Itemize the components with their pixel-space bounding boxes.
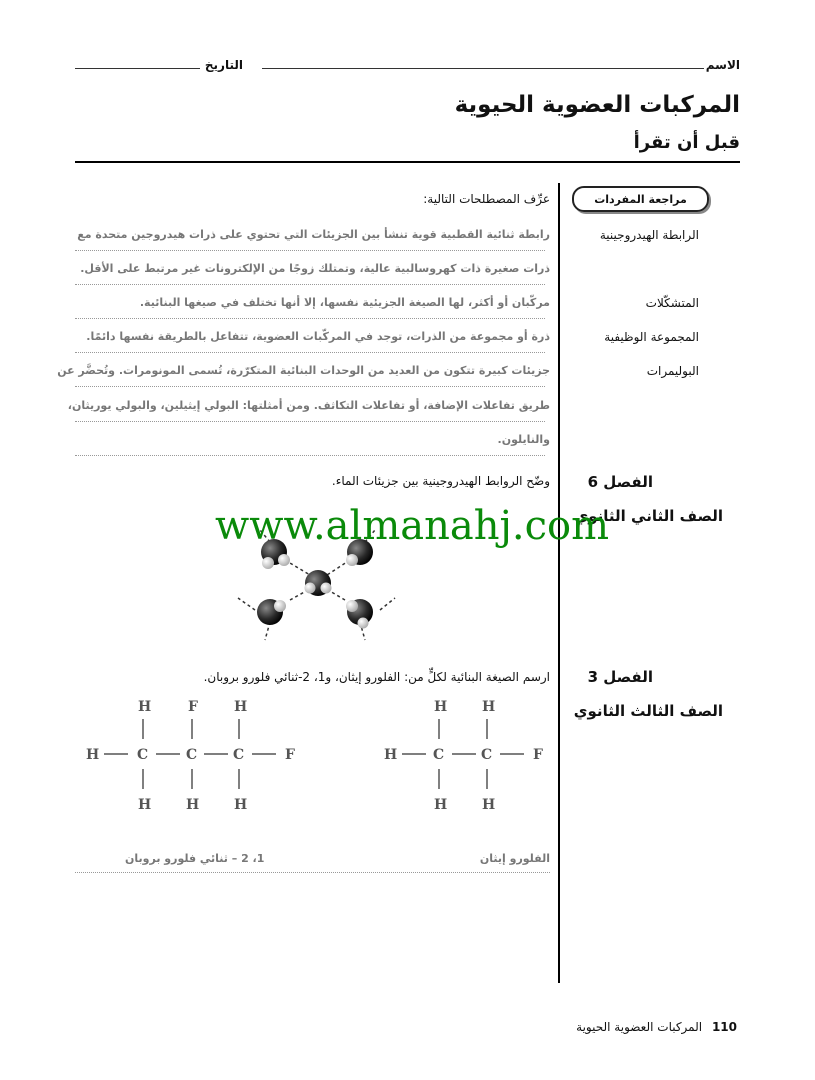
caption-difluoropropane: 1، 2 – ثنائي فلورو بروبان <box>125 852 265 865</box>
answer-line <box>75 318 545 319</box>
definition-line: جزيئات كبيرة تتكون من العديد من الوحدات البنائية المتكرّرة، تُسمى المونومرات. وتُحضَّر عن <box>57 364 550 377</box>
question-hydrogen-bonds: وضّح الروابط الهيدروجينية بين جزيئات الماء. <box>331 474 550 488</box>
vocab-badge-label: مراجعة المفردات <box>594 193 687 206</box>
fluoroethane-structure <box>378 695 553 820</box>
title-rule <box>75 161 740 163</box>
svg-text:H: H <box>482 797 496 813</box>
svg-text:F: F <box>533 747 543 763</box>
svg-text:H: H <box>384 747 398 763</box>
vocab-instruction: عرِّف المصطلحات التالية: <box>423 192 550 206</box>
answer-line <box>75 455 545 456</box>
date-line[interactable] <box>75 68 200 69</box>
svg-text:H: H <box>234 797 248 813</box>
column-divider <box>558 183 560 983</box>
page-subtitle: قبل أن تقرأ <box>633 132 740 153</box>
footer-chapter-title: المركبات العضوية الحيوية <box>576 1020 703 1034</box>
svg-text:H: H <box>234 699 248 715</box>
definition-line: طريق تفاعلات الإضافة، أو تفاعلات التكاثف. ومن أمثلتها: البولي إيثيلين، والبولي يوريثان، <box>67 399 550 412</box>
answer-line <box>75 421 545 422</box>
grade-11-label: الصف الثاني الثانوي <box>574 507 723 525</box>
definition-line: ذرات صغيرة ذات كهروسالبية عالية، وتمتلك زوجًا من الإلكترونات غير مرتبط على الأقل. <box>80 262 550 275</box>
answer-line <box>75 386 545 387</box>
page-number: 110 <box>711 1020 737 1034</box>
answer-line <box>75 250 545 251</box>
name-label: الاسم <box>705 58 740 72</box>
svg-text:H: H <box>434 797 448 813</box>
water-molecule <box>346 599 373 629</box>
chapter-6-label: الفصل 6 <box>587 473 653 491</box>
svg-text:C: C <box>137 747 149 763</box>
svg-text:F: F <box>285 747 295 763</box>
svg-text:H: H <box>434 699 448 715</box>
answer-line <box>75 872 550 873</box>
definition-line: والنايلون. <box>497 433 550 446</box>
definition-line: ذرة أو مجموعة من الذرات، توجد في المركّبات العضوية، تتفاعل بالطريقة نفسها دائمًا. <box>86 330 550 343</box>
svg-text:C: C <box>233 747 245 763</box>
svg-text:H: H <box>86 747 100 763</box>
chapter-3-label: الفصل 3 <box>587 668 653 686</box>
watermark: www.almanahj.com <box>215 503 610 549</box>
svg-text:C: C <box>481 747 493 763</box>
svg-text:H: H <box>186 797 200 813</box>
difluoropropane-structure <box>80 695 310 820</box>
date-label: التاريخ <box>204 58 243 72</box>
svg-text:F: F <box>188 699 198 715</box>
answer-line <box>75 284 545 285</box>
svg-text:H: H <box>138 699 152 715</box>
definition-line: مركّبان أو أكثر، لها الصيغة الجزيئية نفسها، إلا أنها تختلف في صيغها البنائية. <box>139 296 550 309</box>
question-structural-formulas: ارسم الصيغة البنائية لكلٍّ من: الفلورو إيثان، و1، 2-ثنائي فلورو بروبان. <box>203 670 550 684</box>
svg-text:H: H <box>138 797 152 813</box>
svg-text:C: C <box>186 747 198 763</box>
term-hydrogen-bond: الرابطة الهيدروجينية <box>599 228 699 242</box>
answer-line <box>75 352 545 353</box>
term-functional-group: المجموعة الوظيفية <box>604 330 699 344</box>
grade-12-label: الصف الثالث الثانوي <box>573 702 723 720</box>
page-footer <box>576 1020 737 1034</box>
caption-fluoroethane: الفلورو إيثان <box>479 852 550 865</box>
page-title: المركبات العضوية الحيوية <box>454 92 740 118</box>
svg-text:H: H <box>482 699 496 715</box>
definition-line: رابطة ثنائية القطبية قوية تنشأ بين الجزيئات التي تحتوي على ذرات هيدروجين متحدة مع <box>77 228 550 241</box>
name-line[interactable] <box>262 68 704 69</box>
svg-text:C: C <box>433 747 445 763</box>
vocab-review-badge <box>572 186 709 212</box>
term-isomers: المتشكّلات <box>645 296 699 310</box>
water-molecule <box>257 599 286 625</box>
term-polymers: البوليمرات <box>646 364 699 378</box>
